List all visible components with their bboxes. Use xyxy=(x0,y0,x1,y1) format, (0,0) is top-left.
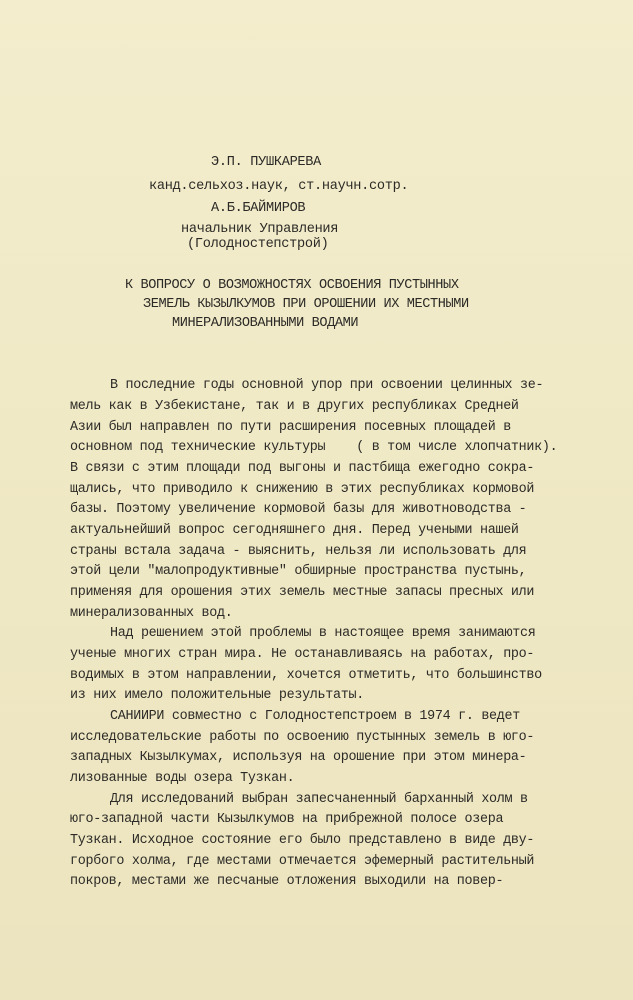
body-text-line: Для исследований выбран запесчаненный барханный холм в xyxy=(110,792,528,807)
body-text-line: Азии был направлен по пути расширения посевных площадей в xyxy=(70,420,511,435)
body-text-line: исследовательские работы по освоению пустынных земель в юго- xyxy=(70,730,535,745)
author2-name: А.Б.БАЙМИРОВ xyxy=(211,201,306,216)
author1-name: Э.П. ПУШКАРЕВА xyxy=(211,155,322,170)
body-text-line: минерализованных вод. xyxy=(70,606,233,621)
body-text-line: Над решением этой проблемы в настоящее время занимаются xyxy=(110,626,536,641)
author1-title: канд.сельхоз.наук, ст.научн.сотр. xyxy=(149,179,409,194)
body-text-line: горбого холма, где местами отмечается эфемерный растительный xyxy=(70,854,535,869)
body-text-line: покров, местами же песчаные отложения выходили на повер- xyxy=(70,874,504,889)
body-text-line: ученые многих стран мира. Не останавливаясь на работах, про- xyxy=(70,647,535,662)
body-text-line: актуальнейший вопрос сегодняшнего дня. Перед учеными нашей xyxy=(70,523,519,538)
body-text-line: В последние годы основной упор при освоении целинных зе- xyxy=(110,378,544,393)
article-title-line: ЗЕМЕЛЬ КЫЗЫЛКУМОВ ПРИ ОРОШЕНИИ ИХ МЕСТНЫМИ xyxy=(143,297,469,312)
body-text-line: юго-западной части Кызылкумов на прибрежной полосе озера xyxy=(70,812,504,827)
article-title-line: МИНЕРАЛИЗОВАННЫМИ ВОДАМИ xyxy=(172,316,359,331)
body-text-line: Тузкан. Исходное состояние его было представлено в виде дву- xyxy=(70,833,535,848)
body-text-line: САНИИРИ совместно с Голодностепстроем в 1974 г. ведет xyxy=(110,709,520,724)
author2-title: начальник Управления xyxy=(181,222,339,237)
body-text-line: основном под технические культуры ( в том числе хлопчатник). xyxy=(70,440,558,455)
body-text-line: западных Кызылкумах, используя на орошение при этом минера- xyxy=(70,750,527,765)
author2-org: (Голодностепстрой) xyxy=(187,237,329,252)
body-text-line: мель как в Узбекистане, так и в других республиках Средней xyxy=(70,399,519,414)
body-text-line: этой цели "малопродуктивные" обширные пространства пустынь, xyxy=(70,564,527,579)
body-text-line: В связи с этим площади под выгоны и пастбища ежегодно сокра- xyxy=(70,461,535,476)
body-text-line: водимых в этом направлении, хочется отметить, что большинство xyxy=(70,668,542,683)
body-text-line: базы. Поэтому увеличение кормовой базы для животноводства - xyxy=(70,502,527,517)
body-text-line: страны встала задача - выяснить, нельзя ли использовать для xyxy=(70,544,527,559)
body-text-line: лизованные воды озера Тузкан. xyxy=(70,771,295,786)
body-text-line: применяя для орошения этих земель местные запасы пресных или xyxy=(70,585,535,600)
body-text-line: из них имело положительные результаты. xyxy=(70,688,364,703)
article-title-line: К ВОПРОСУ О ВОЗМОЖНОСТЯХ ОСВОЕНИЯ ПУСТЫННЫХ xyxy=(125,278,459,293)
body-text-line: щались, что приводило к снижению в этих республиках кормовой xyxy=(70,482,535,497)
